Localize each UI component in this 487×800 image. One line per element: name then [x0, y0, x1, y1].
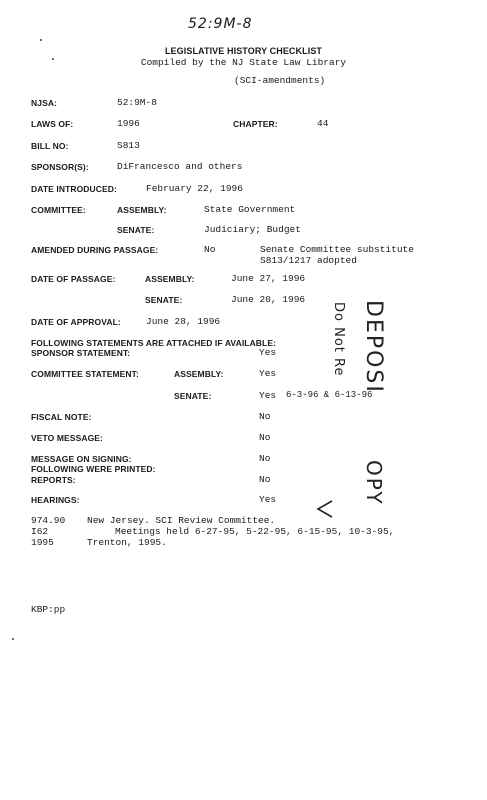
committee-senate-label: SENATE:: [117, 225, 155, 235]
handwritten-number: 52:9M-8: [188, 16, 253, 32]
amended-label: AMENDED DURING PASSAGE:: [31, 245, 159, 255]
stamp-line-1: DEPOSI: [361, 300, 386, 394]
veto-message-value: No: [259, 432, 271, 443]
following-printed-label: FOLLOWING WERE PRINTED:: [31, 464, 156, 474]
committee-assembly-value: State Government: [204, 204, 296, 215]
committee-senate-value: Judiciary; Budget: [204, 224, 301, 235]
committee-statement-assembly-label: ASSEMBLY:: [174, 369, 224, 379]
sponsor-statement-value: Yes: [259, 347, 277, 358]
introduced-value: February 22, 1996: [146, 183, 243, 194]
citation-call-number-3: 1995: [31, 537, 54, 548]
passage-senate-label: SENATE:: [145, 295, 183, 305]
document-title: LEGISLATIVE HISTORY CHECKLIST: [164, 46, 323, 56]
document-subtitle-amendments: (SCI-amendments): [234, 75, 326, 86]
committee-statement-label: COMMITTEE STATEMENT:: [31, 369, 139, 379]
amended-value: No: [204, 244, 216, 255]
passage-label: DATE OF PASSAGE:: [31, 274, 116, 284]
document-subtitle: Compiled by the NJ State Law Library: [140, 57, 347, 68]
introduced-label: DATE INTRODUCED:: [31, 184, 117, 194]
chapter-label: CHAPTER:: [233, 119, 278, 129]
citation-line-2: Meetings held 6-27-95, 5-22-95, 6-15-95, 10-3-95,: [115, 526, 395, 537]
veto-message-label: VETO MESSAGE:: [31, 433, 103, 443]
scan-speck: [40, 39, 42, 41]
bill-label: BILL NO:: [31, 141, 69, 151]
committee-statement-assembly-value: Yes: [259, 368, 277, 379]
amended-note-1: Senate Committee substitute: [260, 244, 414, 255]
committee-statement-senate-label: SENATE:: [174, 391, 212, 401]
bill-value: S813: [117, 140, 140, 151]
njsa-value: 52:9M-8: [117, 97, 157, 108]
scan-speck: [52, 58, 54, 60]
committee-label: COMMITTEE:: [31, 205, 86, 215]
fiscal-note-value: No: [259, 411, 271, 422]
passage-senate-value: June 20, 1996: [231, 294, 306, 305]
chapter-value: 44: [317, 118, 329, 129]
sponsor-label: SPONSOR(S):: [31, 162, 89, 172]
reports-label: REPORTS:: [31, 475, 76, 485]
laws-value: 1996: [117, 118, 140, 129]
approval-value: June 28, 1996: [146, 316, 221, 327]
stamp-line-3: OPY: [362, 460, 386, 506]
njsa-label: NJSA:: [31, 98, 58, 108]
reports-value: No: [259, 474, 271, 485]
message-on-signing-value: No: [259, 453, 271, 464]
approval-label: DATE OF APPROVAL:: [31, 317, 121, 327]
committee-statement-senate-dates: 6-3-96 & 6-13-96: [286, 390, 373, 400]
message-on-signing-label: MESSAGE ON SIGNING:: [31, 454, 132, 464]
citation-call-number-1: 974.90: [31, 515, 66, 526]
following-statements-label: FOLLOWING STATEMENTS ARE ATTACHED IF AVAILABLE:: [31, 338, 277, 348]
stamp-line-2: Do Not Re: [331, 302, 346, 377]
committee-statement-senate-value: Yes: [259, 390, 277, 401]
sponsor-statement-label: SPONSOR STATEMENT:: [31, 348, 131, 358]
citation-call-number-2: I62: [31, 526, 49, 537]
hearings-label: HEARINGS:: [31, 495, 80, 505]
citation-line-3: Trenton, 1995.: [87, 537, 167, 548]
hand-mark-icon: [312, 497, 336, 521]
citation-line-1: New Jersey. SCI Review Committee.: [87, 515, 276, 526]
initials: KBP:pp: [31, 604, 66, 615]
hearings-value: Yes: [259, 494, 277, 505]
fiscal-note-label: FISCAL NOTE:: [31, 412, 92, 422]
committee-assembly-label: ASSEMBLY:: [117, 205, 167, 215]
laws-label: LAWS OF:: [31, 119, 74, 129]
scan-speck: [12, 638, 14, 640]
amended-note-2: S813/1217 adopted: [260, 255, 357, 266]
sponsor-value: DiFrancesco and others: [117, 161, 243, 172]
passage-assembly-value: June 27, 1996: [231, 273, 306, 284]
passage-assembly-label: ASSEMBLY:: [145, 274, 195, 284]
